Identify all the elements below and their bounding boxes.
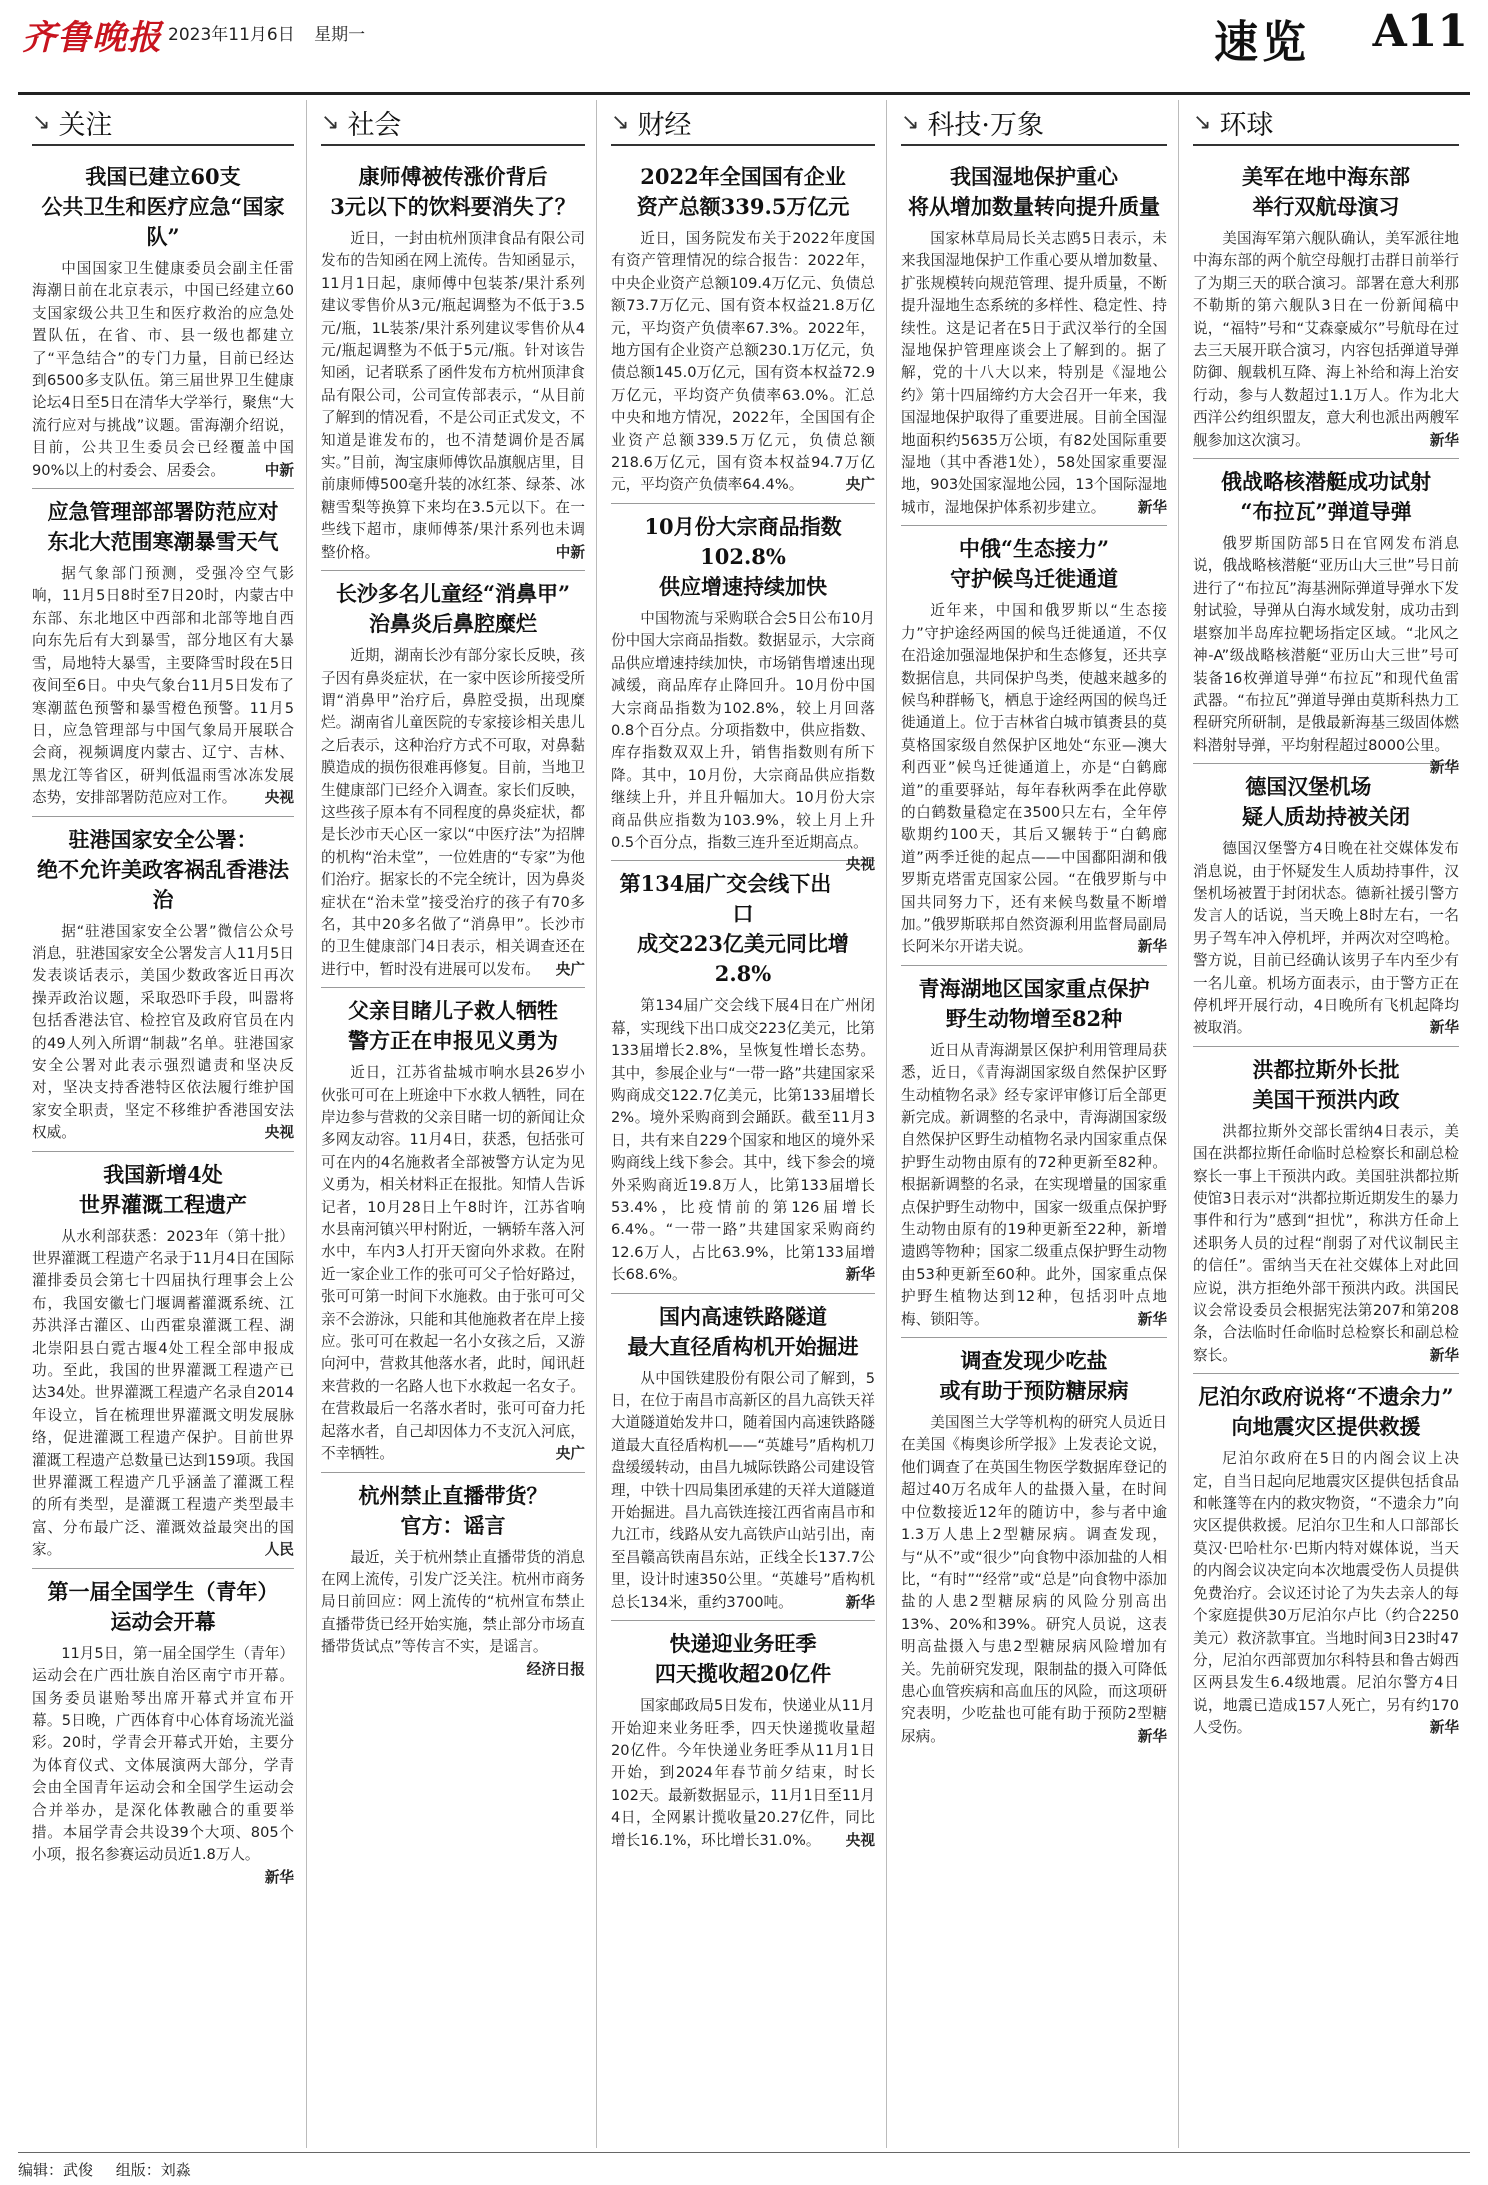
headline-line: 德国汉堡机场 — [1245, 774, 1372, 800]
article-headline — [32, 497, 294, 557]
headline-line: 世界灌溉工程遗产 — [79, 1191, 247, 1217]
article-text: 从水利部获悉：2023年（第十批）世界灌溉工程遗产名录于11月4日在国际灌排委员会第七十四届执行理事会上公布，我国安徽七门堰调蓄灌溉系统、江苏洪泽古灌区、山西霍泉灌溉工程、湖北崇阳县白霓古堰4处工程全部申报成功。至此，我国的世界灌溉工程遗产已达34处。世界灌溉工程遗产名录自2014年设立，旨在梳理世界灌溉文明发展脉络，促进灌溉工程遗产保护。目前世界灌溉工程遗产总数量已达到159项。我国世界灌溉工程遗产几乎涵盖了灌溉工程的所有类型，是灌溉工程遗产类型最丰富、分布最广泛、灌溉效益最突出的国家。 — [32, 1227, 294, 1559]
article — [1193, 459, 1459, 777]
article-text: 德国汉堡警方4日晚在社交媒体发布消息说，由于怀疑发生人质劫持事件，汉堡机场被置于封闭状态。德新社援引警方发言人的话说，当天晚上8时左右，一名男子驾车冲入停机坪，并两次对空鸣枪。警方说，目前已经确认该男子车内至少有一名儿童。机场方面表示，由于警方正在停机坪开展行动，4日晚所有飞机起降均被取消。 — [1193, 840, 1459, 1037]
article-headline — [32, 1577, 294, 1637]
article — [32, 1569, 294, 1886]
article-body — [321, 645, 585, 981]
article-headline — [901, 974, 1167, 1034]
dateline — [168, 20, 365, 45]
column-content — [597, 100, 887, 1858]
article-body — [1193, 533, 1459, 777]
article — [32, 154, 294, 489]
article — [1193, 764, 1459, 1047]
article-source: 央广 — [555, 960, 585, 978]
headline-line: 俄战略核潜艇成功试射 — [1221, 469, 1431, 495]
article — [1193, 1374, 1459, 1745]
article-headline — [611, 869, 875, 989]
article-text: 国家邮政局5日发布，快递业从11月开始迎来业务旺季，四天快递揽收量超20亿件。今年快递业务旺季从11月1日开始，到2024年春节前夕结束，时长102天。最新数据显示，11月1日至11月4日，全网累计揽收量20.27亿件，同比增长16.1%，环比增长31.0%。 — [611, 1697, 875, 1849]
headline-line: 3元以下的饮料要消失了？ — [330, 194, 576, 219]
article-body — [901, 228, 1167, 519]
article-body — [32, 258, 294, 482]
article-headline — [32, 825, 294, 915]
article-source: 央视 — [264, 789, 294, 807]
article-text: 美国图兰大学等机构的研究人员近日在美国《梅奥诊所学报》上发表论文说，他们调查了在英国生物医学数据库登记的超过40万名成年人的盐摄入量，在时间中位数接近12年的随访中，参与者中逾1.3万人患上2型糖尿病。调查发现，与“从不”或“很少”向食物中添加盐的人相比，“有时”“经常”或“总是”向食物中添加盐的人患2型糖尿病的风险分别高出13%、20%和39%。研究人员说，这表明高盐摄入与患2型糖尿病风险增加有关。先前研究发现，限制盐的摄入可降低患心血管疾病和高血压的风险，而这项研究表明，少吃盐也可能有助于预防2型糖尿病。 — [901, 1414, 1167, 1745]
arrow-icon: ↘ — [901, 109, 920, 135]
article-source: 新华 — [845, 1266, 875, 1284]
article-text: 国家林草局局长关志鸥5日表示，未来我国湿地保护工作重心要从增加数量、扩张规模转向规范管理、提升质量，不断提升湿地生态系统的多样性、稳定性、持续性。这是记者在5日于武汉举行的全国湿地保护管理座谈会上了解到的。据了解，党的十八大以来，特别是《湿地公约》第十四届缔约方大会召开一年来，我国湿地保护取得了重要进展。目前全国湿地面积约5635万公顷，有82处国际重要湿地（其中香港1处），58处国家重要湿地，903处国家湿地公园，13个国际湿地城市，湿地保护体系初步建立。 — [901, 230, 1167, 516]
article-source: 新华 — [1137, 1727, 1167, 1745]
article-body — [611, 1368, 875, 1614]
article-text: 俄罗斯国防部5日在官网发布消息说，俄战略核潜艇“亚历山大三世”号日前进行了“布拉瓦”海基洲际弹道导弹水下发射试验，导弹从白海水域发射，成功击到堪察加半岛库拉靶场指定区域。“北风之神-A”级战略核潜艇“亚历山大三世”号可装备16枚弹道导弹“布拉瓦”和现代鱼雷武器。“布拉瓦”弹道导弹由莫斯科热力工程研究所研制，是俄最新海基三级固体燃料潜射导弹，平均射程超过8000公里。 — [1193, 535, 1459, 754]
article-headline — [611, 512, 875, 602]
article-source: 新华 — [1137, 498, 1167, 516]
arrow-icon: ↘ — [321, 109, 340, 135]
article-text: 中国国家卫生健康委员会副主任雷海潮日前在北京表示，中国已经建立60支国家级公共卫生和医疗救治的应急处置队伍，在省、市、县一级也都建立了“平急结合”的专门力量，目前已经达到6500多支队伍。第三届世界卫生健康论坛4日至5日在清华大学举行，聚焦“大流行应对与挑战”议题。雷海潮介绍说，目前，公共卫生委员会已经覆盖中国90%以上的村委会、居委会。 — [32, 260, 294, 479]
column-header — [321, 100, 585, 146]
article — [901, 526, 1167, 966]
article — [901, 966, 1167, 1338]
article-headline — [901, 162, 1167, 222]
article-body — [611, 228, 875, 497]
article-headline — [321, 162, 585, 222]
headline-line: 杭州禁止直播带货？ — [358, 1482, 548, 1508]
layout-credit: 组版：刘淼 — [115, 2161, 191, 2179]
article-source: 人民 — [264, 1541, 294, 1559]
article-headline — [32, 1160, 294, 1220]
article — [901, 154, 1167, 526]
column-1 — [18, 100, 306, 2148]
columns — [18, 100, 1470, 2148]
article-text: 近日，江苏省盐城市响水县26岁小伙张可可在上班途中下水救人牺牲，同在岸边参与营救的父亲目睹一切的新闻让众多网友动容。11月4日，获悉，包括张可可在内的4名施救者全部被警方认定为见义勇为，相关材料正在报批。知情人告诉记者，10月28日上午8时许，江苏省响水县南河镇兴甲村附近，一辆轿车落入河水中，车内3人打开天窗向外求救。在附近一家企业工作的张可可父子恰好路过，张可可第一时间下水施救。由于张可可父亲不会游泳，只能和其他施救者在岸上接应。张可可在救起一名小女孩之后，又游向河中，营救其他落水者，此时，闻讯赶来营救的一名路人也下水救起一名女子。在营救最后一名落水者时，张可可奋力托起落水者，自己却因体力不支沉入河底，不幸牺牲。 — [321, 1064, 585, 1463]
article — [321, 154, 585, 571]
headline-line: 举行双航母演习 — [1252, 194, 1400, 219]
headline-line: 国内高速铁路隧道 — [659, 1303, 827, 1329]
article-source: 新华 — [264, 1868, 294, 1886]
column-header — [32, 100, 294, 146]
column-title: 环球 — [1219, 109, 1274, 141]
headline-line: 青海湖地区国家重点保护 — [918, 975, 1150, 1001]
headline-line: 尼泊尔政府说将“不遗余力” — [1198, 1384, 1454, 1410]
article-text: 洪都拉斯外交部长雷纳4日表示，美国在洪都拉斯任命临时总检察长和副总检察长一事上干预洪内政。美国驻洪都拉斯使馆3日表示对“洪都拉斯近期发生的暴力事件和行为”感到“担忧”，称洪方任命上述职务人员的过程“削弱了对代议制民主的信任”。雷纳当天在社交媒体上对此回应说，洪方拒绝外部干预洪内政。洪国民议会常设委员会根据宪法第207和第208条，合法临时任命临时总检察长和副总检察长。 — [1193, 1122, 1459, 1364]
article — [321, 988, 585, 1472]
article-source: 中新 — [555, 543, 585, 561]
column-title: 社会 — [347, 109, 402, 141]
article-body — [1193, 838, 1459, 1040]
article-source: 新华 — [1429, 431, 1459, 449]
headline-line: 10月份大宗商品指数102.8% — [644, 513, 842, 569]
article-body — [901, 600, 1167, 959]
headline-line: 守护候鸟迁徙通道 — [950, 566, 1118, 592]
column-4 — [886, 100, 1179, 2148]
headline-line: 长沙多名儿童经“消鼻甲” — [335, 581, 571, 607]
article-body — [1193, 228, 1459, 452]
article — [32, 1152, 294, 1569]
column-content — [887, 100, 1179, 1754]
column-title: 科技·万象 — [927, 109, 1045, 141]
article-source: 央视 — [264, 1124, 294, 1142]
article — [611, 1621, 875, 1858]
headline-line: 美军在地中海东部 — [1242, 164, 1410, 189]
article — [321, 1473, 585, 1678]
article-headline — [321, 996, 585, 1056]
article-source: 经济日报 — [526, 1660, 585, 1678]
article — [901, 1338, 1167, 1754]
newspaper-logo: 齐鲁晚报 — [22, 18, 162, 58]
article-text: 美国海军第六舰队确认，美军派往地中海东部的两个航空母舰打击群日前举行了为期三天的联合演习。部署在意大利那不勒斯的第六舰队3日在一份新闻稿中说，“福特”号和“艾森豪威尔”号航母在过去三天展开联合演习，内容包括弹道导弹防御、舰载机互降、海上补给和海上治安行动，参与人数超过1.1万人。作为北大西洋公约组织盟友，意大利也派出两艘军舰参加这次演习。 — [1193, 230, 1459, 449]
headline-line: 供应增速持续加快 — [659, 573, 827, 599]
article-text: 近期，湖南长沙有部分家长反映，孩子因有鼻炎症状，在一家中医诊所接受所谓“消鼻甲”治疗后，鼻腔受损，出现糜烂。湖南省儿童医院的专家接诊相关患儿之后表示，这种治疗方式不可取，对鼻黏膜造成的损伤很难再修复。目前，当地卫生健康部门已经介入调查。家长们反映，这些孩子原本有不同程度的鼻炎症状，都是长沙市天心区一家以“中医疗法”为招牌的机构“治未堂”，一位姓唐的“专家”为他们治疗。据家长的不完全统计，因为鼻炎症状在“治未堂”接受治疗的孩子有70多名，其中20多名做了“消鼻甲”。长沙市的卫生健康部门4日表示，相关调查还在进行中，暂时没有进展可以发布。 — [321, 647, 585, 978]
article-source: 新华 — [1429, 1346, 1459, 1364]
article — [32, 489, 294, 816]
arrow-icon: ↘ — [1193, 109, 1212, 135]
article-text: 近日，国务院发布关于2022年度国有资产管理情况的综合报告：2022年，中央企业资产总额109.4万亿元、负债总额73.7万亿元、国有资本权益21.8万亿元，平均资产负债率67.3%。2022年，地方国有企业资产总额230.1万亿元，负债总额145.0万亿元，国有资本权益72.9万亿元，平均资产负债率63.0%。汇总中央和地方情况，2022年，全国国有企业资产总额339.5万亿元，负债总额218.6万亿元，国有资本权益94.7万亿元，平均资产负债率64.4%。 — [611, 230, 875, 494]
headline-line: 中俄“生态接力” — [958, 536, 1110, 562]
headline-line: 或有助于预防糖尿病 — [939, 1378, 1129, 1404]
headline-line: 洪都拉斯外长批 — [1252, 1056, 1400, 1082]
article — [32, 817, 294, 1152]
article — [1193, 154, 1459, 459]
article-source: 央广 — [845, 476, 875, 494]
article-body — [32, 1226, 294, 1562]
article-headline — [611, 162, 875, 222]
article-body — [1193, 1121, 1459, 1367]
article-body — [32, 1643, 294, 1886]
headline-line: 东北大范围寒潮暴雪天气 — [47, 529, 279, 555]
article-headline — [1193, 1055, 1459, 1115]
headline-line: 第134届广交会线下出口 — [619, 871, 832, 927]
editor-credit: 编辑：武俊 — [18, 2161, 94, 2179]
article-headline — [611, 1302, 875, 1362]
article-source: 中新 — [264, 461, 294, 479]
article-headline — [1193, 1382, 1459, 1442]
article-source: 新华 — [1137, 938, 1167, 956]
article-text: 尼泊尔政府在5日的内阁会议上决定，自当日起向尼地震灾区提供包括食品和帐篷等在内的救灾物资，“不遗余力”向灾区提供救援。尼泊尔卫生和人口部部长莫汉·巴哈杜尔·巴斯内特对媒体说，当天的内阁会议决定向本次地震受伤人员提供免费治疗。会议还讨论了为失去亲人的每个家庭提供30万尼泊尔卢比（约合2250美元）救济款事宜。当地时间3日23时47分，尼泊尔西部贾加尔科特县和鲁古姆西区两县发生6.4级地震。尼泊尔警方4日说，地震已造成157人死亡，另有约170人受伤。 — [1193, 1450, 1459, 1737]
headline-line: 向地震灾区提供救援 — [1231, 1414, 1421, 1440]
article-headline — [32, 162, 294, 252]
article-body — [32, 921, 294, 1145]
arrow-icon: ↘ — [611, 109, 630, 135]
issue-date: 2023年11月6日 — [168, 25, 295, 45]
article — [1193, 1047, 1459, 1374]
article-headline — [321, 1481, 585, 1541]
headline-line: 资产总额339.5万亿元 — [636, 194, 850, 219]
headline-line: 2022年全国国有企业 — [640, 164, 846, 189]
column-2 — [306, 100, 597, 2148]
article-text: 11月5日，第一届全国学生（青年）运动会在广西壮族自治区南宁市开幕。国务委员谌贻琴出席开幕式并宣布开幕。5日晚，广西体育中心体育场流光溢彩。20时，学青会开幕式开始，主要分为体育仪式、文体展演两大部分，学青会由全国青年运动会和全国学生运动会合并举办，是深化体教融合的重要举措。本届学青会共设39个大项、805个小项，报名参赛运动员近1.8万人。 — [32, 1644, 294, 1864]
article-body — [321, 1547, 585, 1678]
article-text: 最近，关于杭州禁止直播带货的消息在网上流传，引发广泛关注。杭州市商务局日前回应：网上流传的“杭州宣布禁止直播带货已经开始实施，禁止部分市场直播带货试点”等传言不实，是谣言。 — [321, 1548, 585, 1656]
headline-line: 快递迎业务旺季 — [669, 1631, 817, 1657]
column-header — [1193, 100, 1459, 146]
article-text: 中国物流与采购联合会5日公布10月份中国大宗商品指数。数据显示，大宗商品供应增速持续加快，市场销售增速出现减缓，商品库存止降回升。10月份中国大宗商品指数为102.8%，较上月回落0.8个百分点。分项指数中，供应指数、库存指数双双上升，销售指数则有所下降。其中，10月份，大宗商品供应指数继续上升，并且升幅加大。10月份大宗商品供应指数为103.9%，较上月上升0.5个百分点，指数三连升至近期高点。 — [611, 609, 875, 851]
issue-weekday: 星期一 — [314, 25, 366, 45]
masthead — [18, 0, 1470, 95]
article-headline — [321, 579, 585, 639]
article — [611, 861, 875, 1293]
headline-line: 成交223亿美元同比增2.8% — [637, 931, 849, 987]
article-body — [611, 995, 875, 1286]
headline-line: 公共卫生和医疗应急“国家队” — [41, 194, 285, 249]
headline-line: 应急管理部部署防范应对 — [47, 499, 279, 525]
headline-line: 最大直径盾构机开始掘进 — [627, 1333, 859, 1359]
article-source: 央视 — [845, 1831, 875, 1849]
article-headline — [901, 1346, 1167, 1406]
article-body — [611, 608, 875, 874]
column-content — [18, 100, 306, 1886]
article-body — [1193, 1448, 1459, 1739]
column-header — [611, 100, 875, 146]
headline-line: “布拉瓦”弹道导弹 — [1240, 499, 1412, 525]
headline-line: 警方正在申报见义勇为 — [348, 1028, 558, 1054]
article-headline — [901, 534, 1167, 594]
column-header — [901, 100, 1167, 146]
headline-line: 治鼻炎后鼻腔糜烂 — [369, 611, 537, 637]
headline-line: 疑人质劫持被关闭 — [1242, 804, 1410, 830]
article — [321, 571, 585, 988]
page-number: A11 — [1372, 6, 1468, 57]
footer — [18, 2152, 1470, 2180]
column-3 — [596, 100, 887, 2148]
article-headline — [611, 1629, 875, 1689]
article-source: 央广 — [555, 1445, 585, 1463]
article-source: 新华 — [845, 1593, 875, 1611]
section-title: 速览 — [1214, 17, 1310, 68]
headline-line: 运动会开幕 — [110, 1608, 216, 1634]
article-source: 新华 — [1429, 1019, 1459, 1037]
article-body — [32, 563, 294, 809]
article — [611, 504, 875, 874]
headline-line: 我国新增4处 — [103, 1161, 223, 1187]
article-headline — [1193, 772, 1459, 832]
article-headline — [1193, 162, 1459, 222]
article-headline — [1193, 467, 1459, 527]
headline-line: 绝不允许美政客祸乱香港法治 — [37, 856, 289, 912]
headline-line: 美国干预洪内政 — [1252, 1086, 1400, 1112]
article — [611, 1294, 875, 1621]
arrow-icon: ↘ — [32, 109, 51, 135]
headline-line: 驻港国家安全公署： — [68, 826, 258, 852]
headline-line: 父亲目睹儿子救人牺牲 — [348, 998, 558, 1024]
article-source: 央视 — [845, 856, 875, 874]
headline-line: 官方：谣言 — [400, 1512, 506, 1538]
article-source: 新华 — [1429, 759, 1459, 777]
headline-line: 四天揽收超20亿件 — [654, 1661, 832, 1687]
article-text: 近日，一封由杭州顶津食品有限公司发布的告知函在网上流传。告知函显示，11月1日起，康师傅中包装茶/果汁系列建议零售价从3元/瓶起调整为不低于3.5元/瓶，1L装茶/果汁系列建议零售价从4元/瓶起调整为不低于5元/瓶。针对该告知函，记者联系了函件发布方杭州顶津食品有限公司，公司宣传部表示，“从目前了解到的情况看，不是公司正式发文，不知道是谁发布的，也不清楚调价是否属实。”目前，淘宝康师傅饮品旗舰店里，目前康师傅500毫升装的冰红茶、绿茶、冰糖雪梨等换算下来均在3.5元以下。在一些线下超市，康师傅茶/果汁系列也未调整价格。 — [321, 230, 585, 561]
article-body — [321, 228, 585, 564]
headline-line: 康师傅被传涨价背后 — [358, 164, 548, 189]
article-text: 近日从青海湖景区保护利用管理局获悉，近日，《青海湖国家级自然保护区野生动植物名录》经专家评审修订后全部更新完成。新调整的名录中，青海湖国家级自然保护区野生动植物名录内国家重点保护野生动物由原有的72种更新至82种。根据新调整的名录，在实现增量的国家重点保护野生动物中，国家一级重点保护野生动物由原有的19种更新至22种，新增遗鸥等物种；国家二级重点保护野生动物由53种更新至60种。此外，国家重点保护野生植物达到12种，包括羽叶点地梅、锁阳等。 — [901, 1041, 1167, 1328]
article-source: 新华 — [1137, 1310, 1167, 1328]
headline-line: 我国已建立60支 — [85, 164, 241, 189]
article-body — [321, 1062, 585, 1465]
headline-line: 第一届全国学生（青年） — [47, 1578, 279, 1604]
column-title: 关注 — [58, 109, 113, 141]
article — [611, 154, 875, 504]
article-source: 新华 — [1429, 1719, 1459, 1737]
column-title: 财经 — [637, 109, 692, 141]
headline-line: 野生动物增至82种 — [945, 1005, 1123, 1031]
headline-line: 调查发现少吃盐 — [960, 1348, 1108, 1374]
article-text: 第134届广交会线下展4日在广州闭幕，实现线下出口成交223亿美元，比第133届增长2.8%，呈恢复性增长态势。其中，参展企业与“一带一路”共建国家采购商成交122.7亿美元，比第133届增长2%。境外采购商到会踊跃。截至11月3日，共有来自229个国家和地区的境外采购商线上线下参会。其中，线下参会的境外采购商近19.8万人，比第133届增长53.4%，比疫情前的第126届增长6.4%。“一带一路”共建国家采购商约12.6万人，占比63.9%，比第133届增长68.6%。 — [611, 997, 875, 1284]
article-text: 从中国铁建股份有限公司了解到，5日，在位于南昌市高新区的昌九高铁天祥大道隧道始发井口，随着国内高速铁路隧道最大直径盾构机——“英雄号”盾构机刀盘缓缓转动，由昌九城际铁路公司建设管理，中铁十四局集团承建的天祥大道隧道开始掘进。昌九高铁连接江西省南昌市和九江市，线路从安九高铁庐山站引出，南至昌赣高铁南昌东站，正线全长137.7公里，设计时速350公里。“英雄号”盾构机总长134米，重约3700吨。 — [611, 1369, 875, 1611]
article-text: 近年来，中国和俄罗斯以“生态接力”守护途经两国的候鸟迁徙通道，不仅在沿途加强湿地保护和生态修复，还共享数据信息，共同保护鸟类，使越来越多的候鸟种群畅飞，栖息于途经两国的候鸟迁徙通道上。位于吉林省白城市镇赉县的莫莫格国家级自然保护区地处“东亚—澳大利西亚”候鸟迁徙通道上，亦是“白鹤廊道”的重要驿站，每年春秋两季在此停歇的白鹤数量稳定在3500只左右，全年停歇期约100天，其后又辗转于“白鹤廊道”两季迁徙的起点——中国鄱阳湖和俄罗斯克塔雷克国家公园。“在俄罗斯与中国共同努力下，还有来候鸟数量不断增加。”俄罗斯联邦自然资源利用监督局副局长阿米尔开诺夫说。 — [901, 602, 1167, 956]
column-content — [307, 100, 597, 1678]
headline-line: 我国湿地保护重心 — [950, 164, 1118, 189]
headline-line: 将从增加数量转向提升质量 — [908, 194, 1160, 219]
article-body — [611, 1695, 875, 1852]
article-text: 据“驻港国家安全公署”微信公众号消息，驻港国家安全公署发言人11月5日发表谈话表示，美国少数政客近日再次操弄政治议题，采取恐吓手段，叫嚣将包括香港法官、检控官及政府官员在内的49人列入所谓“制裁”名单。驻港国家安全公署对此表示强烈谴责和坚决反对，坚决支持香港特区依法履行维护国家安全职责，坚定不移维护香港国安法权威。 — [32, 922, 294, 1142]
column-content — [1179, 100, 1471, 1746]
article-body — [901, 1040, 1167, 1331]
article-body — [901, 1412, 1167, 1748]
article-text: 据气象部门预测，受强冷空气影响，11月5日8时至7日20时，内蒙古中东部、东北地区中西部和北部等地自西向东先后有大到暴雪，部分地区有大暴雪，局地特大暴雪，主要降雪时段在5日夜间至6日。中央气象台11月5日发布了寒潮蓝色预警和暴雪橙色预警。11月5日，应急管理部与中国气象局开展联合会商，视频调度内蒙古、辽宁、吉林、黑龙江等省区，研判低温雨雪冰冻发展态势，安排部署防范应对工作。 — [32, 565, 294, 807]
column-5 — [1178, 100, 1471, 2148]
